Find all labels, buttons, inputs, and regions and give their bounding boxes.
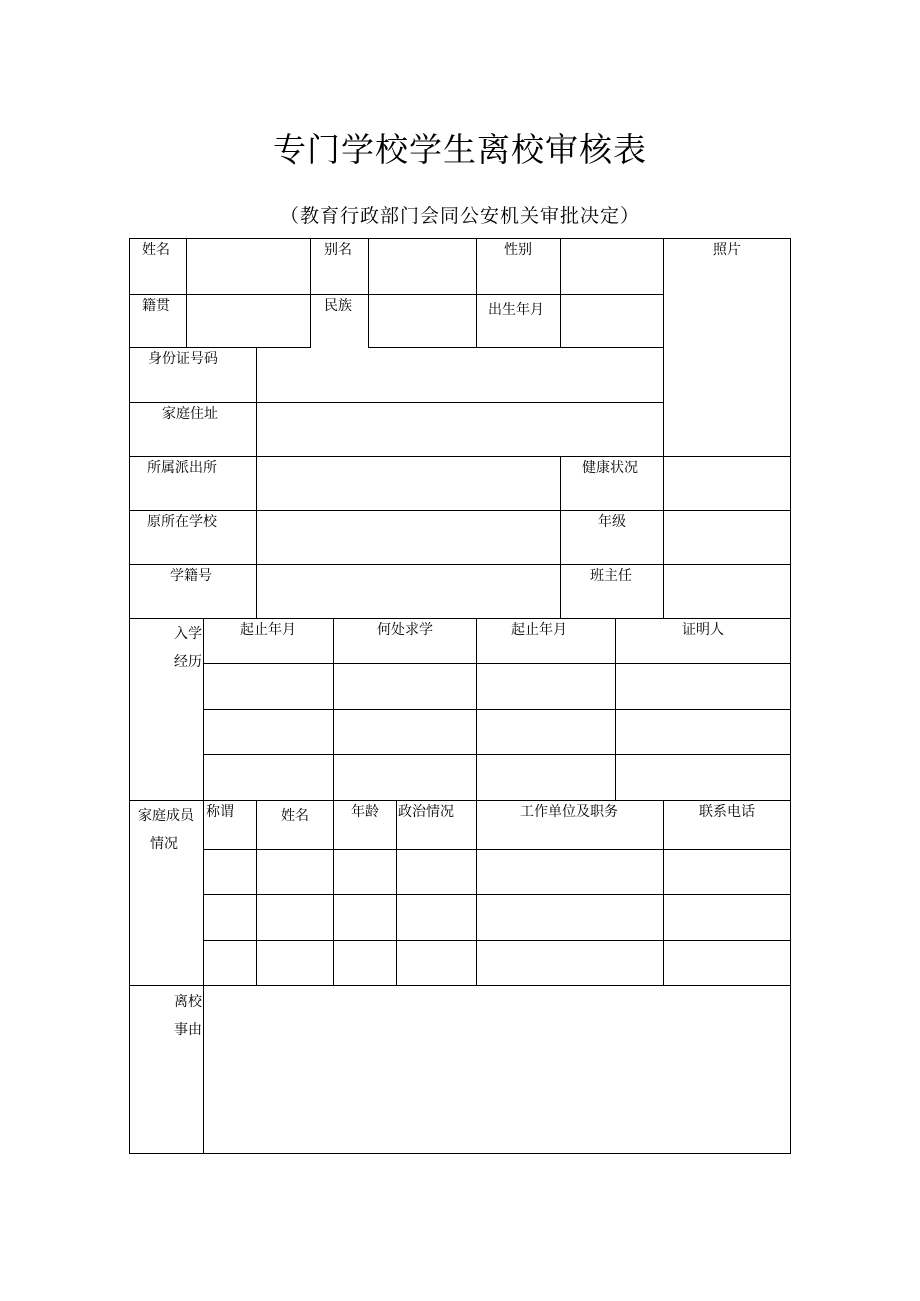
table-border-right (790, 238, 791, 1154)
col-divider (203, 618, 204, 1154)
family-header-age: 年龄 (351, 804, 379, 820)
label-family (130, 802, 202, 858)
col-divider (560, 456, 561, 619)
label-grade: 年级 (598, 514, 626, 530)
table-border-top (129, 238, 791, 239)
label-school-history-line1: 入学 (174, 626, 202, 642)
row-divider (129, 985, 791, 986)
form-title: 专门学校学生离校审核表 (273, 130, 647, 169)
col-divider (333, 800, 334, 986)
family-header-workplace: 工作单位及职务 (520, 804, 618, 820)
col-divider (560, 238, 561, 348)
history-header-school: 何处求学 (377, 622, 433, 638)
row-divider (203, 663, 791, 664)
label-head-teacher: 班主任 (590, 568, 632, 584)
table-border-bottom (129, 1153, 791, 1154)
row-divider (129, 402, 663, 403)
col-divider (663, 456, 664, 619)
col-divider (256, 347, 257, 619)
family-header-phone: 联系电话 (699, 804, 755, 820)
row-divider (129, 800, 791, 801)
row-divider (129, 347, 311, 348)
row-divider (203, 754, 791, 755)
row-divider (203, 709, 791, 710)
label-birth-date: 出生年月 (488, 302, 544, 318)
col-divider (663, 800, 664, 986)
row-divider (368, 347, 663, 348)
row-divider (129, 564, 791, 565)
label-leave-reason-line1: 离校 (174, 994, 202, 1010)
col-divider (396, 800, 397, 986)
row-divider (129, 456, 791, 457)
label-name: 姓名 (142, 242, 170, 258)
col-divider (663, 238, 664, 457)
history-header-period-2: 起止年月 (511, 622, 567, 638)
col-divider (186, 238, 187, 348)
label-home-address: 家庭住址 (162, 406, 218, 422)
label-id-number: 身份证号码 (148, 351, 218, 367)
label-police-station: 所属派出所 (147, 460, 217, 476)
col-divider (476, 238, 477, 348)
label-leave-reason (140, 988, 202, 1044)
row-divider (203, 894, 791, 895)
col-divider (368, 238, 369, 348)
label-family-line1: 家庭成员 (138, 808, 194, 824)
label-school-history (140, 620, 202, 676)
col-divider (256, 800, 257, 986)
table-border-left (129, 238, 130, 1154)
row-divider (129, 510, 791, 511)
col-divider (310, 238, 311, 348)
label-alias: 别名 (324, 242, 352, 258)
row-divider (129, 618, 791, 619)
label-ethnicity: 民族 (324, 298, 352, 314)
label-gender: 性别 (504, 242, 532, 258)
history-header-period-1: 起止年月 (240, 622, 296, 638)
label-original-school: 原所在学校 (147, 514, 217, 530)
form-subtitle: （教育行政部门会同公安机关审批决定） (279, 205, 640, 227)
history-header-witness: 证明人 (682, 622, 724, 638)
label-native-place: 籍贯 (142, 298, 170, 314)
label-leave-reason-line2: 事由 (174, 1022, 202, 1038)
family-header-name: 姓名 (281, 808, 309, 824)
label-school-history-line2: 经历 (174, 654, 202, 670)
family-header-relation: 称谓 (206, 804, 234, 820)
label-family-line2: 情况 (150, 836, 178, 852)
family-header-political: 政治情况 (398, 804, 454, 820)
row-divider (129, 294, 663, 295)
col-divider (476, 800, 477, 986)
label-health-status: 健康状况 (582, 460, 638, 476)
label-student-number: 学籍号 (170, 568, 212, 584)
row-divider (203, 940, 791, 941)
row-divider (203, 849, 791, 850)
label-photo: 照片 (713, 242, 741, 258)
